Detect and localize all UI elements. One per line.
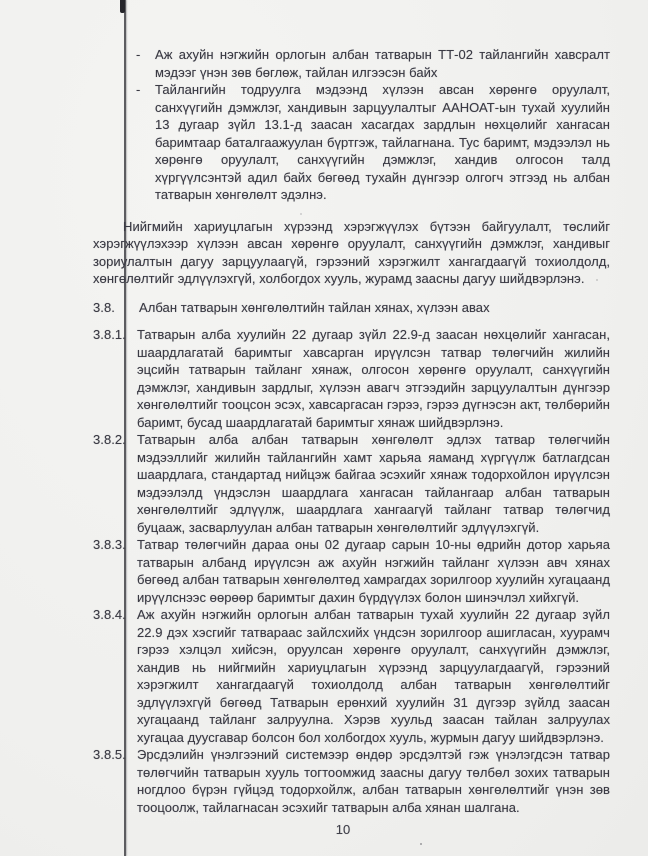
- clause-3-8-3: [93, 536, 610, 606]
- clause-3-8-5: [93, 746, 610, 816]
- scan-speck: [300, 213, 302, 215]
- bullet-marker: -: [136, 47, 141, 62]
- bullet-marker: -: [136, 82, 141, 97]
- social-responsibility-paragraph: Нийгмийн хариуцлагын хүрээнд хэрэгжүүлэх бүтээн байгуулалт, төслийг хэрэгжүүлэхээр хүлээн авсан хөрөнгө оруулалт, санхүүгийн дэмжлэг, хандивыг зориулалтын дагуу зарцуулаагүй, гэрээний хэрэгжилт хангагдаагүй тохиолдолд, хөнгөлөлтийг эдлүүлэхгүй, холбогдох хууль, журамд заасны дагуу шийдвэрлэнэ.: [93, 218, 610, 286]
- clause-text: Татварын алба албан татварын хөнгөлөлт эдлэх татвар төлөгчийн мэдээллийг жилийн тайлангийн хамт харьяа яаманд хүргүүлж батлагдсан шаардлага, стандартад нийцэж байгаа эсэхийг хянаж тодорхойлон ирүүлсэн мэдээлэлд үндэслэн шаардлага хангасан тайлангаар албан татварын хөнгөлөлтийг эдлүүлж, шаардлага хангаагүй тайланг татвар төлөгчид буцааж, засварлуулан албан татварын хөнгөлөлтийг эдлүүлэхгүй.: [137, 432, 610, 535]
- bullet-item: [136, 46, 610, 81]
- clause-3-8-4: [93, 606, 610, 746]
- page-number: 10: [335, 822, 351, 837]
- clause-number: 3.8.3.: [93, 537, 126, 552]
- clause-number: 3.8.2.: [93, 432, 126, 447]
- scan-speck: [596, 279, 598, 281]
- section-heading-number: 3.8.: [93, 299, 115, 315]
- section-heading-title: Албан татварын хөнгөлөлтийн тайлан хянах, хүлээн авах: [139, 299, 490, 315]
- clause-number: 3.8.5.: [93, 747, 126, 762]
- bullet-item: [136, 81, 610, 204]
- clause-text: Татвар төлөгчийн дараа оны 02 дугаар сарын 10-ны өдрийн дотор харьяа татварын албанд ирүүлсэн аж ахуйн нэгжийн тайланг хүлээн авч хянах бөгөөд албан татварын хөнгөлөлтөд хамрагдах зорилгоор хуулийн хугацаанд ирүүлснээс өөрөөр баримтыг дахин бүрдүүлэх болон шинэчлэл хийхгүй.: [137, 537, 610, 605]
- clause-text: Аж ахуйн нэгжийн орлогын албан татварын тухай хуулийн 22 дугаар зүйл 22.9 дэх хэсгийг татвараас зайлсхийх үндсэн зорилгоор ашигласан, хуурамч гэрээ хэлцэл хийсэн, оруулсан хөрөнгө оруулалт, санхүүгийн дэмжлэг, хандив нь нийгмийн хариуцлагын хүрээнд зарцуулагдаагүй, гэрээний хэрэгжилт хангагдаагүй тохиолдолд албан татварын хөнгөлөлтийг эдлүүлэхгүй бөгөөд Татварын ерөнхий хуулийн 31 дүгээр зүйлд заасан хугацаанд тайланг залруулна. Хэрэв хуульд заасан тайлан залруулах хугацаа дуусгавар болсон бол холбогдох хууль, журмын дагуу шийдвэрлэнэ.: [137, 607, 610, 745]
- clause-3-8-2: [93, 431, 610, 536]
- page-content: [93, 46, 610, 816]
- clause-3-8-1: [93, 326, 610, 431]
- bullet-text: Аж ахуйн нэгжийн орлогын албан татварын ТТ-02 тайлангийн хавсралт мэдээг үнэн зөв бөглөж, тайлан илгээсэн байх: [155, 47, 610, 80]
- scan-speck: [420, 843, 422, 845]
- clause-number: 3.8.4.: [93, 607, 126, 622]
- clause-text: Эрсдэлийн үнэлгээний системээр өндөр эрсдэлтэй гэж үнэлэгдсэн татвар төлөгчийн татварын хууль тогтоомжид заасны дагуу төлбөл зохих татварын ногдлоо бүрэн гүйцэд тодорхойлж, албан татварын хөнгөлөлтийг үнэн зөв тооцоолж, тайлагнасан эсэхийг татварын алба хянан шалгана.: [137, 747, 610, 815]
- bullet-text: Тайлангийн тодруулга мэдээнд хүлээн авсан хөрөнгө оруулалт, санхүүгийн дэмжлэг, хандивын зарцуулалтыг ААНОАТ-ын тухай хуулийн 13 дугаар зүйл 13.1-д заасан хасагдах зардлын нөхцөлийг хангасан баримтаар баталгаажуулан бүртгэж, тайлагнана. Тус баримт, мэдээлэл нь хөрөнгө оруулалт, санхүүгийн дэмжлэг, хандив олгосон талд хүргүүлсэнтэй адил байх бөгөөд тухайн дүнгээр олгогч этгээд нь албан татварын хөнгөлөлт эдэлнэ.: [155, 82, 610, 202]
- clause-number: 3.8.1.: [93, 327, 126, 342]
- scan-fold-artifact-top: [120, 0, 125, 13]
- clause-text: Татварын алба хуулийн 22 дугаар зүйл 22.9-д заасан нөхцөлийг хангасан, шаардлагатай баримтыг хавсарган ирүүлсэн татвар төлөгчийн жилийн эцсийн татварын тайланг хянаж, олгосон хөрөнгө оруулалт, санхүүгийн дэмжлэг, хандивын зардлыг, хүлээн авагч этгээдийн зарцуулалтын дүнгээр хөнгөлөлтийг тооцсон эсэх, хавсаргасан гэрээ, гэрээ дүгнэсэн акт, төлбөрийн баримт, бусад шаардлагатай баримтыг хянаж шийдвэрлэнэ.: [137, 327, 610, 430]
- bullet-list: [136, 46, 610, 204]
- section-heading: [93, 299, 610, 317]
